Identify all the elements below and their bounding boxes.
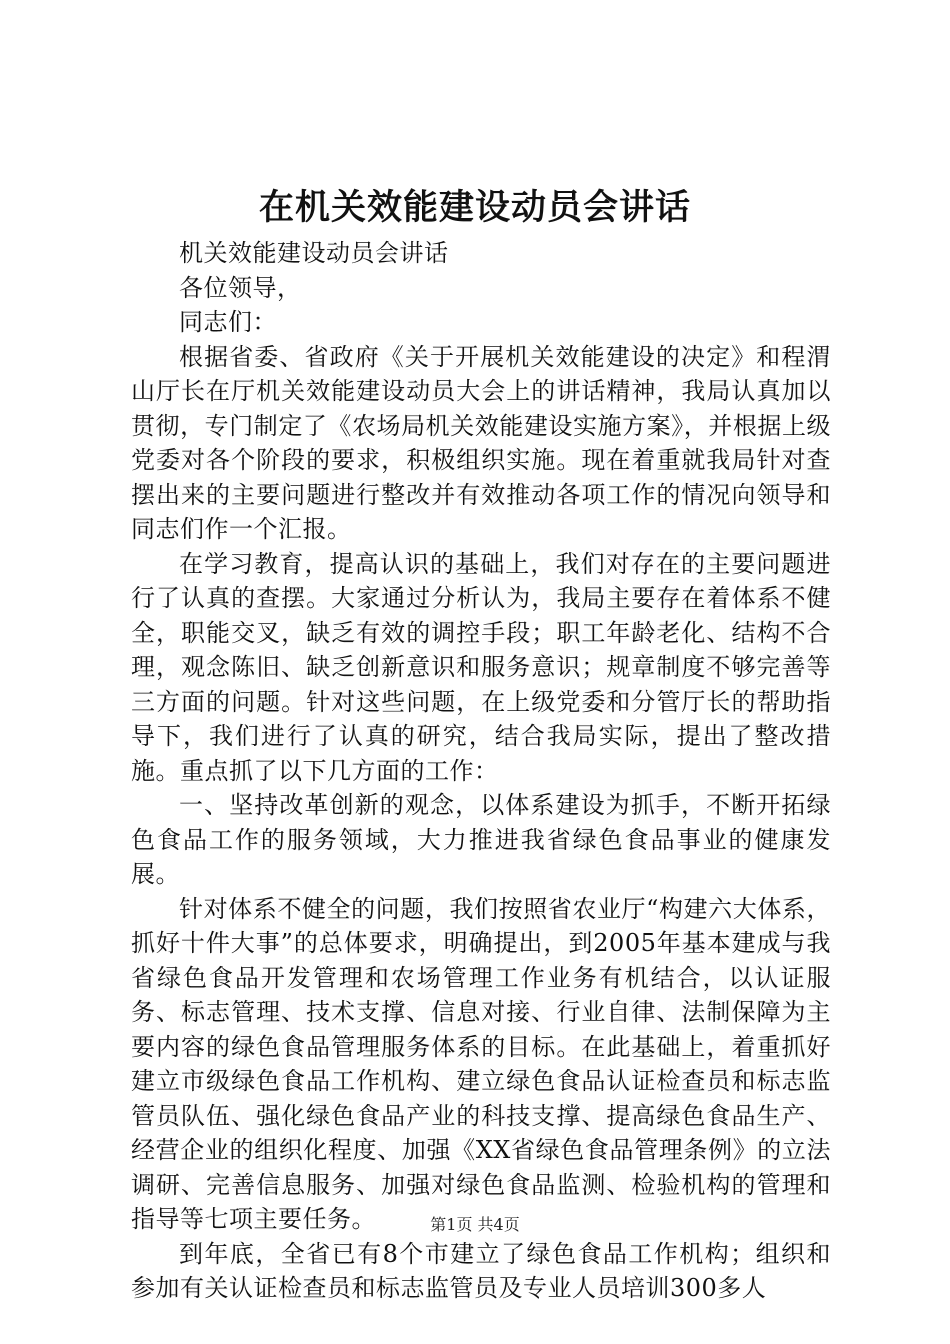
paragraph-subtitle: 机关效能建设动员会讲话: [179, 239, 449, 267]
paragraph-year-end: 到年底，全省已有8个市建立了绿色食品工作机构；组织和参加有关认证检查员和标志监管员及专业人员培训300多人: [131, 1239, 831, 1302]
paragraph-intro: 根据省委、省政府《关于开展机关效能建设的决定》和程渭山厅长在厅机关效能建设动员大会上的讲话精神，我局认真加以贯彻，专门制定了《农场局机关效能建设实施方案》，并根据上级党委对各个阶段的要求，积极组织实施。现在着重就我局针对查摆出来的主要问题进行整改并有效推动各项工作的情况向领导和同志们作一个汇报。: [131, 342, 831, 543]
paragraph-salutation-comrades: 同志们：: [179, 308, 277, 336]
paragraph-problems: 在学习教育，提高认识的基础上，我们对存在的主要问题进行了认真的查摆。大家通过分析认为，我局主要存在着体系不健全，职能交叉，缺乏有效的调控手段；职工年龄老化、结构不合理，观念陈旧、缺乏创新意识和服务意识；规章制度不够完善等三方面的问题。针对这些问题，在上级党委和分管厅长的帮助指导下，我们进行了认真的研究，结合我局实际，提出了整改措施。重点抓了以下几方面的工作：: [131, 549, 831, 785]
paragraph-system-building: 针对体系不健全的问题，我们按照省农业厅“构建六大体系，抓好十件大事”的总体要求，明确提出，到2005年基本建成与我省绿色食品开发管理和农场管理工作业务有机结合，以认证服务、标志管理、技术支撑、信息对接、行业自律、法制保障为主要内容的绿色食品管理服务体系的目标。在此基础上，着重抓好建立市级绿色食品工作机构、建立绿色食品认证检查员和标志监管员队伍、强化绿色食品产业的科技支撑、提高绿色食品生产、经营企业的组织化程度、加强《XX省绿色食品管理条例》的立法调研、完善信息服务、加强对绿色食品监测、检验机构的管理和指导等七项主要任务。: [131, 894, 831, 1233]
document-title: 在机关效能建设动员会讲话: [258, 187, 691, 228]
document-body: [131, 236, 831, 1306]
paragraph-salutation-leaders: 各位领导，: [179, 273, 302, 302]
paragraph-section-one-heading: 一、坚持改革创新的观念，以体系建设为抓手，不断开拓绿色食品工作的服务领域，大力推进我省绿色食品事业的健康发展。: [131, 791, 831, 888]
page-footer: 第1页 共4页: [430, 1215, 520, 1234]
